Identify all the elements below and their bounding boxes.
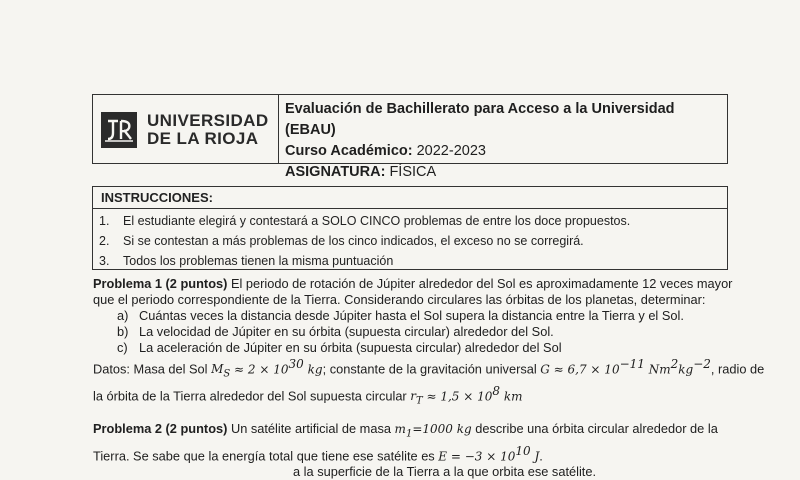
instruction-number: 1. (99, 214, 110, 228)
math-var: m (394, 422, 406, 437)
part-label: b) (117, 324, 129, 339)
problems-section (93, 276, 765, 479)
university-logo (93, 95, 279, 163)
instruction-text: Todos los problemas tienen la misma puntuación (123, 254, 394, 268)
data-text: ; constante de la gravitación universal (322, 361, 541, 377)
instructions-box (92, 186, 728, 270)
part-label: a) (117, 308, 129, 323)
data-text: . (539, 447, 543, 463)
problem1-part (93, 324, 733, 340)
math-sub: 1 (405, 428, 413, 440)
data-text: , radio de (710, 361, 765, 377)
math-var: M (211, 362, 224, 377)
problem1-data-line1 (93, 356, 765, 383)
problem2-line2 (93, 443, 733, 464)
course-row (285, 141, 725, 162)
math-unit: kg (303, 362, 323, 377)
math-value: =1000 kg (412, 422, 472, 437)
university-crest-icon (101, 112, 137, 148)
university-name-line2: DE LA RIOJA (147, 129, 259, 148)
problem1-intro-text1: El periodo de rotación de Júpiter alrededor del Sol es aproximadamente 12 veces mayor (227, 276, 733, 291)
problem1-parts (93, 308, 733, 356)
math-exp: 30 (288, 357, 304, 371)
university-name-line1: UNIVERSIDAD (147, 111, 269, 130)
math-exp: −2 (693, 357, 711, 371)
instruction-text: El estudiante elegirá y contestará a SOLO CINCO problemas de entre los doce propuestos. (123, 214, 631, 228)
problem1-part (93, 308, 733, 324)
math-value: E = −3 × 10 (438, 448, 516, 463)
data-text: la órbita de la Tierra alrededor del Sol supuesta circular (93, 387, 411, 403)
problem2-heading: Problema 2 (2 puntos) (93, 421, 228, 437)
math-var: r (410, 388, 416, 403)
data-text: describe una órbita circular alrededor de la (471, 421, 718, 437)
math-value: ≈ 1,5 × 10 (422, 388, 493, 403)
instruction-item (93, 231, 727, 251)
instruction-item (93, 211, 727, 231)
problem2-line3-cut (93, 463, 733, 479)
subject-value: FÍSICA (389, 164, 437, 180)
instruction-text: Si se contestan a más problemas de los cinco indicados, el exceso no se corregirá. (123, 234, 584, 248)
university-name (147, 112, 269, 148)
subject-row (285, 162, 725, 183)
sun-mass-symbol (211, 362, 231, 380)
math-exp: 10 (515, 443, 531, 458)
problem1-data-line2 (93, 383, 733, 410)
math-value: G ≈ 6,7 × 10 (540, 362, 620, 377)
instruction-number: 3. (99, 254, 110, 268)
earth-orbit-symbol (410, 388, 423, 407)
data-text: Un satélite artificial de masa (227, 421, 395, 437)
math-unit: kg (678, 362, 694, 377)
part-text: La velocidad de Júpiter en su órbita (supuesta circular) alrededor del Sol. (139, 324, 554, 339)
instruction-number: 2. (99, 234, 110, 248)
course-value: 2022-2023 (416, 143, 486, 159)
part-text: La aceleración de Júpiter en su órbita (supuesta circular) alrededor del Sol (139, 340, 562, 355)
data-text: a la superficie de la Tierra a la que orbita ese satélite. (293, 463, 597, 479)
data-text: Datos: Masa del Sol (93, 361, 212, 377)
subject-label: ASIGNATURA: (285, 164, 386, 180)
math-sub: S (223, 368, 231, 380)
exam-title: Evaluación de Bachillerato para Acceso a la Universidad (EBAU) (285, 101, 675, 138)
math-exp: −11 (619, 357, 645, 371)
problem1-intro-line1 (93, 276, 733, 292)
exam-info (285, 99, 725, 183)
instructions-list (93, 211, 727, 271)
math-exp: 8 (492, 383, 501, 398)
math-unit: Nm (644, 362, 671, 377)
instructions-title: INSTRUCCIONES: (93, 187, 727, 209)
problem1-intro-line2: que el periodo correspondiente de la Tierra. Considerando circulares las órbitas de los planetas, determinar: (93, 292, 706, 307)
math-value: ≈ 2 × 10 (230, 362, 289, 377)
data-text: Tierra. Se sabe que la energía total que tiene ese satélite es (93, 447, 439, 463)
math-exp: 2 (670, 357, 679, 371)
math-sub: T (416, 395, 423, 407)
satellite-mass (394, 422, 472, 440)
problem1-heading: Problema 1 (2 puntos) (93, 276, 228, 291)
part-text: Cuántas veces la distancia desde Júpiter hasta el Sol supera la distancia entre la Tierra y el Sol. (139, 308, 684, 323)
part-label: c) (117, 340, 128, 355)
math-unit: J (530, 448, 540, 463)
course-label: Curso Académico: (285, 143, 413, 159)
instruction-item (93, 251, 727, 271)
math-unit: km (500, 388, 523, 403)
exam-header (92, 94, 728, 180)
problem1-part (93, 340, 733, 356)
problem2-line1 (93, 421, 733, 442)
